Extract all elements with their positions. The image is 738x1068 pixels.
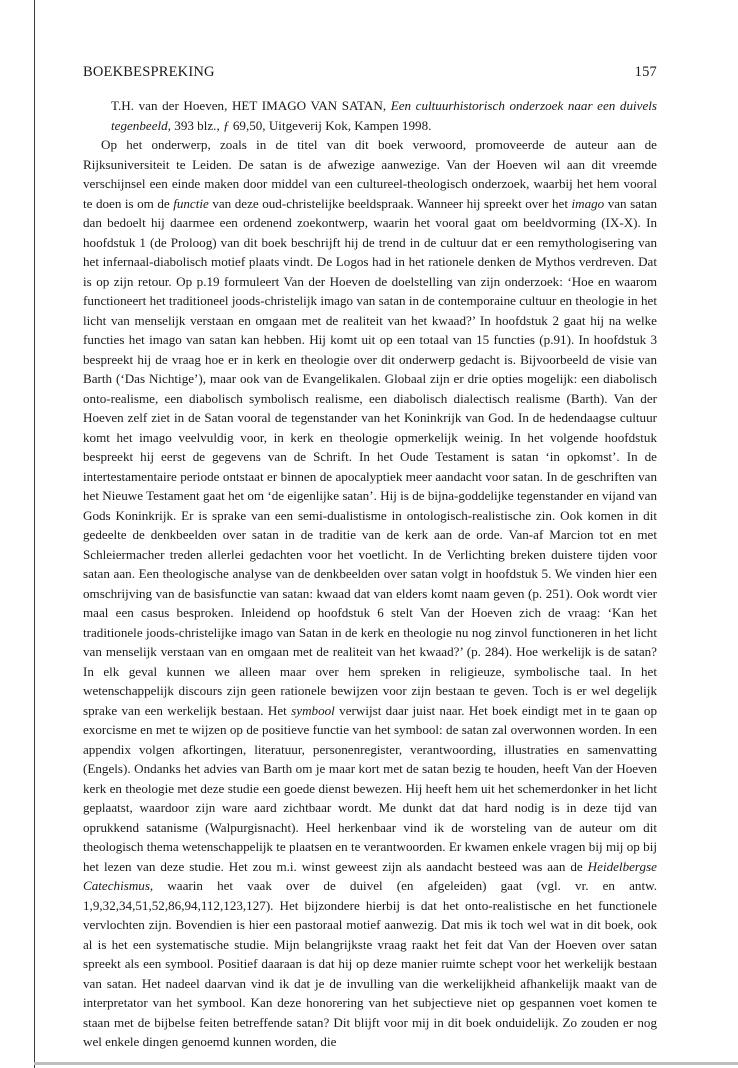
book-subtitle: Een cultuurhistorisch onderzoek naar een duivels tegenbeeld, bbox=[111, 98, 657, 133]
review-italic-catechismus: Heidelbergse Catechismus, bbox=[83, 858, 657, 893]
book-reference bbox=[83, 96, 657, 135]
review-italic-imago: imago bbox=[571, 195, 605, 211]
review-paragraph bbox=[83, 135, 657, 1052]
page-number: 157 bbox=[634, 64, 657, 80]
review-text-2: van deze oud-christelijke beeldspraak. Wanneer hij spreekt over het bbox=[212, 195, 568, 211]
scan-left-edge bbox=[34, 0, 35, 1068]
review-text-3: van satan dan bedoelt hij daarmee een ordenend zoekontwerp, waarin het vooral gaat om beeldvorming (IX-X). In hoofdstuk 1 (de Proloog) van dit boek beschrijft hij de trend in de cultuur dat er een remythologisering van het infernaal-diabolisch motief plaats vindt. De Logos had in het rationele denken de Mythos verdreven. Dat is op zijn retour. Op p.19 formuleert Van der Hoeven de doelstelling van zijn onderzoek: ‘Hoe en waarom functioneert het traditioneel joods-christelijk imago van satan in de contemporaine cultuur en theologie in het licht van menselijk verstaan en omgaan met de realiteit van het kwaad?’ In hoofdstuk 2 gaat hij na welke functies het imago van satan kan hebben. Hij komt uit op een totaal van 15 functies (p.91). In hoofdstuk 3 bespreekt hij de vraag hoe er in kerk en theologie over dit onderwerp gedacht is. Bijvoorbeeld de visie van Barth (‘Das Nichtige’), maar ook van de Evangelikalen. Globaal zijn er drie opties mogelijk: een diabolisch onto-realisme, een diabolisch symbolisch realisme, een diabolisch dialectisch realisme (Barth). Van der Hoeven zelf ziet in de Satan vooral de tegenstander van het Koninkrijk van God. In de hedendaagse cultuur komt het imago veelvuldig voor, in kerk en theologie opmerkelijk weinig. In het volgende hoofdstuk bespreekt hij eerst de gegevens van de Schrift. In het Oude Testament is satan ‘in opkomst’. In de intertestamentaire periode ontstaat er binnen de apocalyptiek meer aandacht voor satan. In de geschriften van het Nieuwe Testament gaat het om ‘de eigenlijke satan’. Hij is de bijna-goddelijke tegenstander en vijand van Gods Koninkrijk. Er is sprake van een semi-dualistisme in ontologisch-realistische zin. Ook komen in dit gedeelte de denkbeelden over satan in de traditie van de kerk aan de orde. Van-af Marcion tot en met Schleiermacher treden allerlei gedachten voor het voetlicht. In de Verlichting breken duistere tijden voor satan aan. Een theologische analyse van de denkbeelden over satan volgt in hoofdstuk 5. We vinden hier een omschrijving van de basisfunctie van satan: kwaad dat van elders komt naam geven (p. 251). Ook wordt vier maal een casus besproken. Inleidend op hoofdstuk 6 stelt Van der Hoeven zich de vraag: ‘Kan het traditionele joods-christelijke imago van Satan in de kerk en theologie nu nog zinvol functioneren in het licht van menselijk verstaan van en omgaan met de realiteit van het kwaad?’ (p. 284). Hoe werkelijk is de satan? In elk geval kunnen we alleen maar over hem spreken in religieuze, symbolische taal. In het wetenschappelijk discours zijn geen rationele bewijzen voor zijn bestaan te geven. Toch is er wel degelijk sprake van een werkelijk bestaan. Het bbox=[83, 195, 658, 718]
review-text-1: Op het onderwerp, zoals in de titel van dit boek verwoord, promoveerde de auteur aan de Rijksuniversiteit te Leiden. De satan is de afwezige aanwezige. Van der Hoeven wil aan dit vreemde verschijnsel een einde maken door middel van een cultureel-theologisch onderzoek, waarbij het hem vooral te doen is om de bbox=[83, 137, 657, 211]
book-author-title: T.H. van der Hoeven, HET IMAGO VAN SATAN, bbox=[111, 98, 387, 113]
review-text-5: waarin het vaak over de duivel (en afgeleiden) gaat (vgl. vr. en antw. 1,9,32,34,51,52,86,94,112,123,127). Het bijzondere hierbij is dat het onto-realistische en het functionele vervlochten zijn. Bovendien is hier een pastoraal motief aanwezig. Dat mis ik toch wel wat in dit boek, ook al is het een systematische studie. Mijn belangrijkste vraag raakt het feit dat Van der Hoeven over satan spreekt als een symbool. Positief daaraan is dat hij op deze manier ruimte schept voor het werkelijk bestaan van satan. Het nadeel daarvan vind ik dat je de invulling van die werkelijkheid afhankelijk maakt van de interpretator van het symbool. Kan deze honorering van het subjectieve niet op gespannen voet komen te staan met de bijbelse feiten betreffende satan? Dit blijft voor mij in dit boek onduidelijk. Zo zouden er nog wel enkele dingen genoemd kunnen worden, die bbox=[83, 878, 657, 1049]
running-head bbox=[83, 64, 657, 86]
price-currency: ƒ bbox=[223, 117, 230, 133]
book-pages: 393 blz., bbox=[174, 117, 220, 133]
section-title: BOEKBESPREKING bbox=[83, 64, 215, 80]
review-italic-symbool: symbool bbox=[291, 702, 335, 718]
book-price-publisher: 69,50, Uitgeverij Kok, Kampen 1998. bbox=[232, 117, 432, 133]
review-italic-functie: functie bbox=[173, 195, 209, 211]
page bbox=[83, 64, 657, 1065]
review-text-4: verwijst daar juist naar. Het boek eindigt met in te gaan op exorcisme en met te wijzen op de positieve functie van het symbool: de satan zal overwonnen worden. In een appendix volgen afkortingen, literatuur, personenregister, verantwoording, illustraties en samenvatting (Engels). Ondanks het advies van Barth om je maar kort met de satan bezig te houden, heeft Van der Hoeven kerk en theologie met deze studie een goede dienst bewezen. Hij heeft hem uit het schemerdonker in het licht geplaatst, waardoor zijn ware aard zichtbaar wordt. Me dunkt dat dat hard nodig is in deze tijd van oprukkend satanisme (Walpurgisnacht). Heel herkenbaar vind ik de worsteling van de auteur om dit theologisch thema wetenschappelijk te plaatsen en te verantwoorden. Er kwamen enkele vragen bij mij op bij het lezen van deze studie. Het zou m.i. winst geweest zijn als aandacht besteed was aan de bbox=[83, 702, 657, 874]
